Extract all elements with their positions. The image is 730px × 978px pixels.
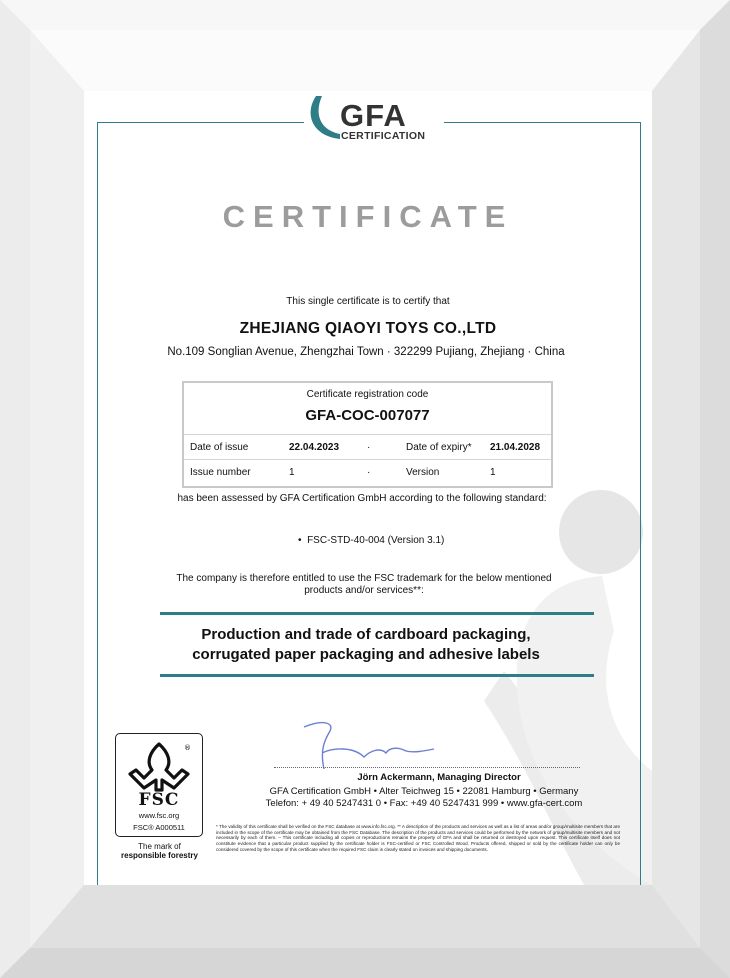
- logo-brand: GFA: [340, 98, 407, 133]
- company-name: ZHEJIANG QIAOYI TOYS CO.,LTD: [239, 320, 497, 337]
- fsc-mark: FSC: [138, 790, 180, 810]
- scope-bottom-rule: [160, 674, 594, 677]
- certificate-paper: [84, 91, 652, 885]
- scope-top-rule: [160, 612, 594, 615]
- page-title: CERTIFICATE: [222, 199, 514, 234]
- registration-box: [182, 381, 553, 488]
- date-expiry-value: 21.04.2028: [490, 442, 541, 453]
- fsc-license: FSC® A000511: [133, 823, 185, 832]
- entitled-text-2: products and/or services**:: [304, 585, 424, 596]
- entitled-text-1: The company is therefore entitled to use the FSC trademark for the below mentioned: [176, 573, 552, 584]
- fsc-logo: [115, 733, 203, 837]
- issue-row: [184, 459, 551, 484]
- separator: ·: [367, 442, 371, 453]
- fsc-caption-2: responsible forestry: [121, 851, 198, 860]
- issue-number-label: Issue number: [190, 467, 251, 478]
- standard-item: [298, 535, 444, 546]
- contact-address: GFA Certification GmbH • Alter Teichweg 15 • 22081 Hamburg • Germany: [269, 786, 579, 797]
- fsc-site: www.fsc.org: [138, 811, 180, 820]
- registration-code: GFA-COC-007077: [305, 407, 430, 424]
- standard-text: FSC-STD-40-004 (Version 3.1): [307, 535, 445, 546]
- svg-text:®: ®: [184, 744, 191, 752]
- dates-row: [184, 434, 551, 459]
- issue-number-value: 1: [289, 467, 295, 478]
- signature-line: [274, 767, 580, 768]
- company-address: No.109 Songlian Avenue, Zhengzhai Town · 322299 Pujiang, Zhejiang · China: [167, 346, 565, 358]
- version-value: 1: [490, 467, 496, 478]
- fsc-tree-icon: [124, 740, 194, 794]
- scope-line-1: Production and trade of cardboard packaging,: [201, 626, 531, 643]
- registration-label: Certificate registration code: [306, 389, 429, 400]
- version-label: Version: [406, 467, 440, 478]
- date-issue-value: 22.04.2023: [289, 442, 340, 453]
- scope-line-2: corrugated paper packaging and adhesive labels: [192, 646, 540, 663]
- logo-subtitle: CERTIFICATION: [341, 130, 426, 142]
- intro-text: This single certificate is to certify that: [286, 296, 450, 307]
- signatory: Jörn Ackermann, Managing Director: [357, 772, 521, 783]
- assessed-text: has been assessed by GFA Certification GmbH according to the following standard:: [177, 493, 547, 504]
- date-issue-label: Date of issue: [190, 442, 249, 453]
- gfa-logo: [304, 94, 444, 144]
- date-expiry-label: Date of expiry*: [406, 442, 472, 453]
- gfa-swoosh-icon: [306, 94, 342, 140]
- signature: [294, 717, 444, 773]
- separator: ·: [367, 467, 371, 478]
- fsc-caption-1: The mark of: [138, 842, 181, 851]
- footnote: * The validity of this certificate shall be verified on the FSC database at www.info.fsc.org. ** A description of the products and services as well as a list of areas and/or group/multisite members that are included in the scope of the certificate may be obtained from the FSC Database. The description of the products and services could be performed by the network of group/multisite members and not necessarily by each of them. – This certificate including all copies or reproductions remains the property of GFA and shall be returned or destroyed upon request. This certificate itself does not constitute evidence that a particular product supplied by the certificate holder is FSC-certified or FSC Controlled Wood. Products offered, shipped or sold by the certificate holder can only be considered covered by the scope of this certificate when the required FSC claim is clearly stated on invoices and shipping documents.: [216, 824, 620, 852]
- contact-phone: Telefon: + 49 40 5247431 0 • Fax: +49 40 5247431 999 • www.gfa-cert.com: [265, 798, 583, 809]
- bullet: •: [298, 535, 308, 546]
